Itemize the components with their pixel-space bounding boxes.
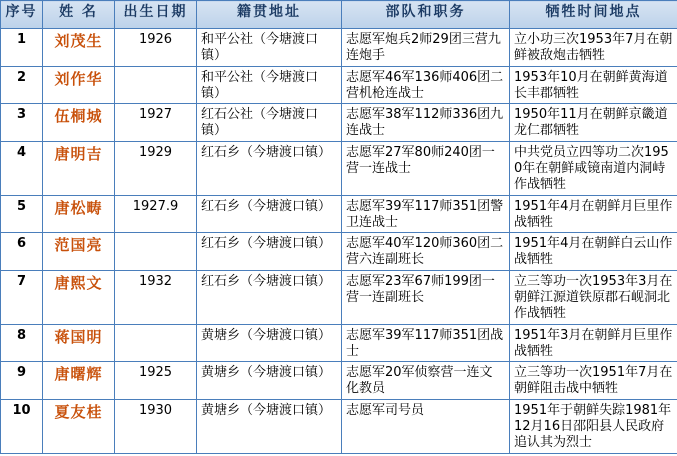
cell-name: 唐曙辉 bbox=[43, 362, 115, 400]
cell-index: 4 bbox=[1, 142, 43, 196]
cell-birth bbox=[115, 66, 197, 104]
cell-death: 1950年11月在朝鲜京畿道龙仁郡牺牲 bbox=[510, 104, 677, 142]
cell-death: 1951年4月在朝鲜白云山作战牺牲 bbox=[510, 233, 677, 271]
cell-address: 黄塘乡（今塘渡口镇） bbox=[197, 362, 342, 400]
cell-name: 伍桐城 bbox=[43, 104, 115, 142]
table-row bbox=[1, 362, 677, 400]
table-row bbox=[1, 195, 677, 233]
table-row bbox=[1, 66, 677, 104]
cell-birth: 1932 bbox=[115, 271, 197, 325]
cell-death: 立三等功一次1953年3月在朝鲜江源道铁原郡石岘洞北作战牺牲 bbox=[510, 271, 677, 325]
cell-address: 红石乡（今塘渡口镇） bbox=[197, 271, 342, 325]
header-row bbox=[1, 1, 677, 29]
column-header-unit: 部队和职务 bbox=[342, 1, 510, 29]
cell-address: 和平公社（今塘渡口镇） bbox=[197, 29, 342, 67]
cell-birth: 1929 bbox=[115, 142, 197, 196]
cell-unit: 志愿军27军80师240团一营一连战士 bbox=[342, 142, 510, 196]
cell-address: 黄塘乡（今塘渡口镇） bbox=[197, 324, 342, 362]
table-row bbox=[1, 233, 677, 271]
table-row bbox=[1, 324, 677, 362]
cell-death: 1951年4月在朝鲜月巨里作战牺牲 bbox=[510, 195, 677, 233]
table-row bbox=[1, 29, 677, 67]
cell-birth bbox=[115, 233, 197, 271]
cell-index: 5 bbox=[1, 195, 43, 233]
cell-birth: 1927 bbox=[115, 104, 197, 142]
cell-index: 2 bbox=[1, 66, 43, 104]
cell-birth: 1927.9 bbox=[115, 195, 197, 233]
cell-name: 唐明吉 bbox=[43, 142, 115, 196]
cell-address: 红石乡（今塘渡口镇） bbox=[197, 195, 342, 233]
cell-death: 中共党员立四等功二次1950年在朝鲜咸镜南道内洞峙作战牺牲 bbox=[510, 142, 677, 196]
cell-death: 立三等功一次1951年7月在朝鲜阻击战中牺牲 bbox=[510, 362, 677, 400]
cell-death: 立小功三次1953年7月在朝鲜被敌炮击牺牲 bbox=[510, 29, 677, 67]
cell-unit: 志愿军39军117师351团战士 bbox=[342, 324, 510, 362]
cell-index: 7 bbox=[1, 271, 43, 325]
cell-name: 唐松畴 bbox=[43, 195, 115, 233]
cell-name: 范国亮 bbox=[43, 233, 115, 271]
cell-name: 夏友桂 bbox=[43, 400, 115, 454]
cell-unit: 志愿军46军136师406团二营机枪连战士 bbox=[342, 66, 510, 104]
cell-unit: 志愿军40军120师360团二营六连副班长 bbox=[342, 233, 510, 271]
cell-unit: 志愿军23军67师199团一营一连副班长 bbox=[342, 271, 510, 325]
table-header bbox=[1, 1, 677, 29]
cell-birth: 1926 bbox=[115, 29, 197, 67]
column-header-name: 姓 名 bbox=[43, 1, 115, 29]
cell-death: 1951年于朝鲜失踪1981年12月16日邵阳县人民政府追认其为烈士 bbox=[510, 400, 677, 454]
column-header-index: 序号 bbox=[1, 1, 43, 29]
table-body bbox=[1, 29, 677, 454]
table-row bbox=[1, 400, 677, 454]
cell-name: 蒋国明 bbox=[43, 324, 115, 362]
column-header-death: 牺牲时间地点 bbox=[510, 1, 677, 29]
cell-unit: 志愿军38军112师336团九连战士 bbox=[342, 104, 510, 142]
cell-unit: 志愿军炮兵2师29团三营九连炮手 bbox=[342, 29, 510, 67]
column-header-birth: 出生日期 bbox=[115, 1, 197, 29]
cell-address: 和平公社（今塘渡口镇） bbox=[197, 66, 342, 104]
column-header-address: 籍贯地址 bbox=[197, 1, 342, 29]
cell-index: 3 bbox=[1, 104, 43, 142]
table-row bbox=[1, 271, 677, 325]
cell-death: 1953年10月在朝鲜黄海道长丰郡牺牲 bbox=[510, 66, 677, 104]
cell-death: 1951年3月在朝鲜月巨里作战牺牲 bbox=[510, 324, 677, 362]
cell-unit: 志愿军20军侦察营一连文化教员 bbox=[342, 362, 510, 400]
cell-address: 红石乡（今塘渡口镇） bbox=[197, 142, 342, 196]
cell-name: 刘作华 bbox=[43, 66, 115, 104]
cell-unit: 志愿军司号员 bbox=[342, 400, 510, 454]
cell-birth: 1925 bbox=[115, 362, 197, 400]
cell-birth: 1930 bbox=[115, 400, 197, 454]
table-row bbox=[1, 142, 677, 196]
cell-index: 10 bbox=[1, 400, 43, 454]
cell-birth bbox=[115, 324, 197, 362]
cell-address: 红石乡（今塘渡口镇） bbox=[197, 233, 342, 271]
cell-unit: 志愿军39军117师351团警卫连战士 bbox=[342, 195, 510, 233]
cell-name: 唐熙文 bbox=[43, 271, 115, 325]
table-row bbox=[1, 104, 677, 142]
cell-index: 9 bbox=[1, 362, 43, 400]
cell-address: 红石公社（今塘渡口镇） bbox=[197, 104, 342, 142]
cell-index: 1 bbox=[1, 29, 43, 67]
cell-name: 刘茂生 bbox=[43, 29, 115, 67]
cell-index: 8 bbox=[1, 324, 43, 362]
cell-index: 6 bbox=[1, 233, 43, 271]
cell-address: 黄塘乡（今塘渡口镇） bbox=[197, 400, 342, 454]
